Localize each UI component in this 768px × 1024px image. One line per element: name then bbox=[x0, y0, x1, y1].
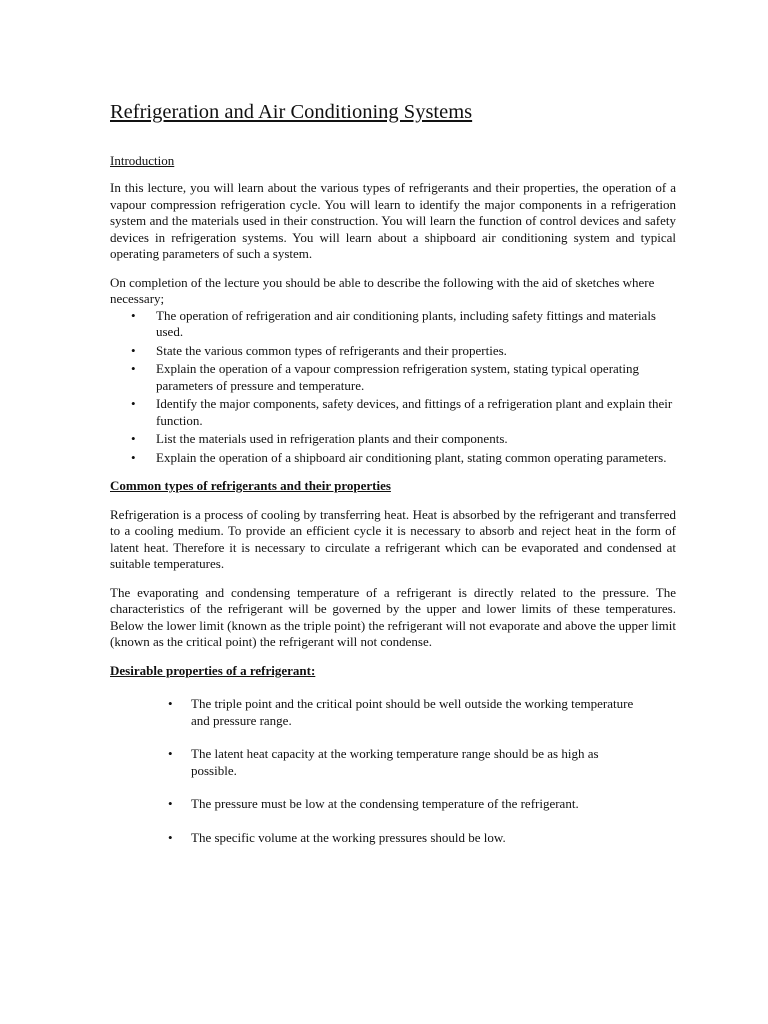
desirable-properties-heading: Desirable properties of a refrigerant: bbox=[110, 662, 316, 678]
list-item: • List the materials used in refrigeration plants and their components. bbox=[110, 431, 676, 448]
list-item: • Identify the major components, safety devices, and fittings of a refrigeration plant and explain their function. bbox=[110, 396, 676, 429]
document-title: Refrigeration and Air Conditioning Systems bbox=[110, 101, 473, 123]
objectives-list bbox=[110, 308, 676, 467]
refrigerant-types-heading: Common types of refrigerants and their properties bbox=[110, 478, 391, 494]
list-item: • The latent heat capacity at the working temperature range should be as high as possible. bbox=[110, 746, 676, 779]
objectives-lead: On completion of the lecture you should be able to describe the following with the aid of sketches where necessary; bbox=[110, 274, 655, 307]
refrigeration-paragraph: Refrigeration is a process of cooling by transferring heat. Heat is absorbed by the refrigerant and transferred to a cooling medium. To provide an efficient cycle it is necessary to absorb and reject heat in the form of latent heat. Therefore it is necessary to circulate a refrigerant which can be evaporated and condensed at suitable temperatures. bbox=[110, 506, 676, 572]
list-item: • The triple point and the critical point should be well outside the working temperature and pressure range. bbox=[110, 696, 676, 729]
introduction-heading: Introduction bbox=[110, 152, 175, 168]
list-item: • State the various common types of refrigerants and their properties. bbox=[110, 343, 676, 360]
temperature-pressure-paragraph: The evaporating and condensing temperature of a refrigerant is directly related to the pressure. The characteristics of the refrigerant will be governed by the upper and lower limits of these temperatures. Below the lower limit (known as the triple point) the refrigerant will not evaporate and above the upper limit (known as the critical point) the refrigerant will not condense. bbox=[110, 584, 676, 650]
list-item: • The operation of refrigeration and air conditioning plants, including safety fittings and materials used. bbox=[110, 308, 676, 341]
list-item: • The pressure must be low at the condensing temperature of the refrigerant. bbox=[110, 796, 676, 813]
properties-list bbox=[110, 696, 676, 846]
list-item: • Explain the operation of a vapour compression refrigeration system, stating typical operating parameters of pressure and temperature. bbox=[110, 361, 676, 394]
document-page bbox=[110, 100, 676, 863]
introduction-paragraph: In this lecture, you will learn about the various types of refrigerants and their properties, the operation of a vapour compression refrigeration cycle. You will learn to identify the major components in a refrigeration system and the materials used in their construction. You will learn the function of control devices and safety devices in refrigeration systems. You will learn about a shipboard air conditioning system and typical operating parameters of such a system. bbox=[110, 180, 676, 262]
list-item: • The specific volume at the working pressures should be low. bbox=[110, 830, 676, 847]
list-item: • Explain the operation of a shipboard air conditioning plant, stating common operating parameters. bbox=[110, 450, 676, 467]
